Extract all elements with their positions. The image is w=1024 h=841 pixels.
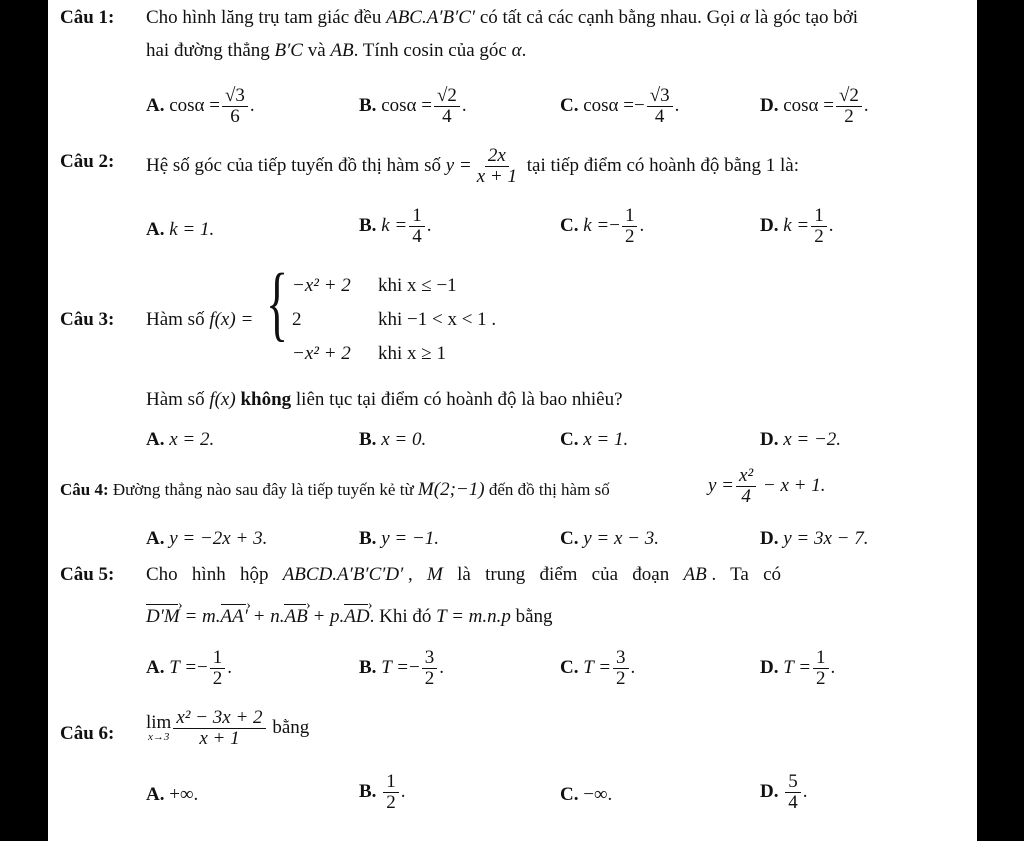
case-cond: khi x ≥ 1: [378, 343, 446, 364]
option-letter: C.: [560, 528, 579, 549]
question-6: [60, 722, 114, 746]
q3-option-a[interactable]: [146, 428, 214, 452]
option-lhs: cosα =: [783, 94, 834, 116]
fraction: $\frac{5}{4}$: [785, 772, 801, 813]
q1-l2-d: AB: [330, 40, 354, 61]
fraction: $\frac{√2}{2}$: [836, 86, 862, 127]
option-letter: A.: [146, 528, 165, 549]
option-lhs: k = 1.: [169, 219, 215, 240]
option-letter: B.: [359, 94, 377, 116]
q5-option-d[interactable]: D. T = $\frac{1}{2}$ .: [760, 647, 836, 689]
option-lhs: y = −2x + 3.: [169, 528, 268, 549]
option-lhs: y = −1.: [381, 528, 440, 549]
option-letter: D.: [760, 214, 779, 236]
option-letter: A.: [146, 784, 165, 805]
option-lhs: k =: [583, 214, 610, 236]
option-letter: D.: [760, 780, 779, 802]
question-3: [60, 308, 114, 332]
exam-page: [48, 0, 977, 841]
option-letter: B.: [359, 656, 377, 678]
q5-option-b[interactable]: B. T =− $\frac{3}{2}$ .: [359, 647, 444, 689]
q2-option-d[interactable]: D. k = $\frac{1}{2}$ .: [760, 205, 834, 247]
option-lhs: +∞.: [169, 784, 199, 805]
option-letter: A.: [146, 429, 165, 450]
question-2-label: Câu 2:: [60, 151, 115, 172]
question-5-label: Câu 5:: [60, 564, 115, 585]
fraction: $\frac{3}{2}$: [422, 648, 438, 689]
option-letter: B.: [359, 429, 377, 450]
question-1-text: [146, 6, 858, 30]
question-5-text: Cho hình hộp ABCD.A′B′C′D′ , M là trung điểm của đoạn AB . Ta có: [146, 564, 782, 585]
option-lhs: x = 0.: [381, 429, 427, 450]
q1-l2-f: α: [511, 40, 522, 61]
piecewise-brace: {: [266, 257, 289, 350]
option-letter: C.: [560, 784, 579, 805]
q3-option-d[interactable]: [760, 428, 841, 452]
q5-option-c[interactable]: C. T = $\frac{3}{2}$ .: [560, 647, 636, 689]
option-lhs: x = −2.: [783, 429, 842, 450]
q1-l2-g: .: [521, 40, 527, 61]
option-letter: C.: [560, 94, 579, 116]
q2-text-a: Hệ số góc của tiếp tuyến đồ thị hàm số: [146, 154, 446, 176]
question-2-text: [146, 146, 799, 187]
option-letter: C.: [560, 429, 579, 450]
q1-l2-b: B′C: [274, 40, 303, 61]
case-cond: khi x ≤ −1: [378, 275, 457, 296]
question-1-line2: [146, 39, 526, 63]
q1-option-b[interactable]: B. cosα = $\frac{√2}{4}$ .: [359, 85, 467, 127]
question-5: [60, 563, 114, 587]
q2-option-b[interactable]: B. k = $\frac{1}{4}$ .: [359, 205, 432, 247]
q5-option-a[interactable]: A. T =− $\frac{1}{2}$ .: [146, 647, 232, 689]
q6-option-d[interactable]: D. $\frac{5}{4}$ .: [760, 771, 808, 813]
q4-option-c[interactable]: [560, 527, 659, 551]
limit-fraction: $\frac{\text{x² − 3x + 2}}{x + 1}$: [173, 708, 265, 749]
q2-func-fraction: $\frac{2x}{x + 1}$: [476, 145, 517, 187]
q6-option-a[interactable]: [146, 783, 198, 807]
question-6-label: Câu 6:: [60, 723, 115, 744]
q2-text-b: tại tiếp điểm có hoành độ bằng 1 là:: [522, 154, 800, 176]
q1-option-c[interactable]: C. cosα =− $\frac{√3}{4}$ .: [560, 85, 680, 127]
option-letter: C.: [560, 656, 579, 678]
q1-text-b: có tất cả các cạnh bằng nhau. Gọi: [475, 7, 740, 28]
option-lhs: x = 2.: [169, 429, 215, 450]
q1-l2-a: hai đường thẳng: [146, 40, 275, 61]
q3-text-a: Hàm số: [146, 309, 210, 330]
option-letter: D.: [760, 429, 779, 450]
option-letter: C.: [560, 214, 579, 236]
q1-text-c: là góc tạo bởi: [749, 7, 859, 28]
q4-option-a[interactable]: [146, 527, 267, 551]
q4-point: M(2;−1): [417, 479, 485, 500]
fraction: $\frac{1}{4}$: [409, 206, 425, 247]
q1-text-a: Cho hình lăng trụ tam giác đều: [146, 7, 387, 28]
q3-option-b[interactable]: [359, 428, 426, 452]
q4-option-b[interactable]: [359, 527, 439, 551]
fraction: $\frac{3}{2}$: [613, 648, 629, 689]
q4-text-b: đến đồ thị hàm số: [484, 480, 610, 499]
option-lhs: k =: [381, 214, 408, 236]
option-lhs: x = 1.: [583, 429, 629, 450]
fraction: $\frac{1}{2}$: [811, 206, 827, 247]
question-1-label: Câu 1:: [60, 7, 115, 28]
option-letter: B.: [359, 528, 377, 549]
q2-option-a[interactable]: [146, 218, 214, 242]
option-lhs: −∞.: [583, 784, 613, 805]
option-lhs: y = x − 3.: [583, 528, 659, 549]
option-letter: D.: [760, 656, 779, 678]
q2-option-c[interactable]: C. k =− $\frac{1}{2}$ .: [560, 205, 645, 247]
vector-dm: D′M ›: [146, 605, 180, 629]
q4-option-d[interactable]: [760, 527, 869, 551]
option-lhs: cosα =: [583, 94, 634, 116]
fraction: $\frac{√2}{4}$: [434, 86, 460, 127]
fraction: $\frac{√3}{6}$: [222, 86, 248, 127]
fraction: $\frac{1}{2}$: [210, 648, 226, 689]
question-4: [60, 478, 610, 502]
question-1: [60, 6, 114, 30]
q1-l2-c: và: [302, 40, 331, 61]
q1-prism: ABC.A′B′C′: [386, 7, 476, 28]
option-lhs: y = 3x − 7.: [783, 528, 869, 549]
q2-func-lhs: y =: [445, 154, 472, 176]
question-6-limit: lim x→3 $\frac{\text{x² − 3x + 2}}{x + 1}$ bằng: [146, 707, 310, 749]
fraction: $\frac{\text{x²}}{4}$: [736, 466, 756, 507]
q6-option-b[interactable]: B. $\frac{1}{2}$ .: [359, 771, 406, 813]
limit-symbol: lim x→3: [146, 711, 172, 743]
fraction: $\frac{√3}{4}$: [647, 86, 673, 127]
fraction: $\frac{1}{2}$: [622, 206, 638, 247]
option-lhs: cosα =: [381, 94, 432, 116]
option-letter: B.: [359, 214, 377, 236]
question-3-label: Câu 3:: [60, 309, 115, 330]
question-2: [60, 150, 114, 174]
option-letter: A.: [146, 656, 165, 678]
q3-option-c[interactable]: [560, 428, 628, 452]
q4-text-a: Đường thẳng nào sau đây là tiếp tuyến kẻ từ: [108, 480, 418, 499]
option-letter: D.: [760, 94, 779, 116]
option-letter: D.: [760, 528, 779, 549]
option-lhs: T =: [169, 656, 198, 678]
option-lhs: T =: [583, 656, 612, 678]
q1-alpha: α: [739, 7, 750, 28]
fraction: $\frac{1}{2}$: [383, 772, 399, 813]
q1-l2-e: . Tính cosin của góc: [353, 40, 512, 61]
q1-option-a[interactable]: A. cosα = $\frac{√3}{6}$ .: [146, 85, 255, 127]
q1-option-d[interactable]: D. cosα = $\frac{√2}{2}$ .: [760, 85, 869, 127]
q6-option-c[interactable]: [560, 783, 612, 807]
fraction: $\frac{1}{2}$: [813, 648, 829, 689]
case-row: 2: [292, 309, 302, 330]
vector-ab: AB ›: [284, 605, 307, 629]
question-3-ask: Hàm số f(x) không liên tục tại điểm có hoành độ là bao nhiêu?: [146, 389, 623, 410]
question-4-func: y = $\frac{\text{x²}}{4}$ − x + 1.: [708, 465, 826, 507]
case-cond: khi −1 < x < 1 .: [378, 309, 497, 330]
option-letter: A.: [146, 219, 165, 240]
case-row: −x² + 2: [292, 275, 351, 296]
question-3-text: [146, 308, 253, 332]
option-lhs: T =: [783, 656, 812, 678]
question-4-label: Câu 4:: [60, 480, 109, 499]
option-letter: B.: [359, 780, 377, 802]
vector-aa: AA′ ›: [221, 605, 248, 629]
q3-func: f(x) =: [209, 309, 254, 330]
option-lhs: T =: [381, 656, 409, 678]
option-lhs: k =: [783, 214, 810, 236]
question-5-vector-eq: D′M › = m.AA′ › + n.AB › + p.AD ›. Khi đó T = m.n.p bằng: [146, 605, 553, 629]
option-lhs: cosα =: [169, 94, 220, 116]
vector-ad: AD ›: [344, 605, 369, 629]
case-row: −x² + 2: [292, 343, 351, 364]
option-letter: A.: [146, 94, 165, 116]
